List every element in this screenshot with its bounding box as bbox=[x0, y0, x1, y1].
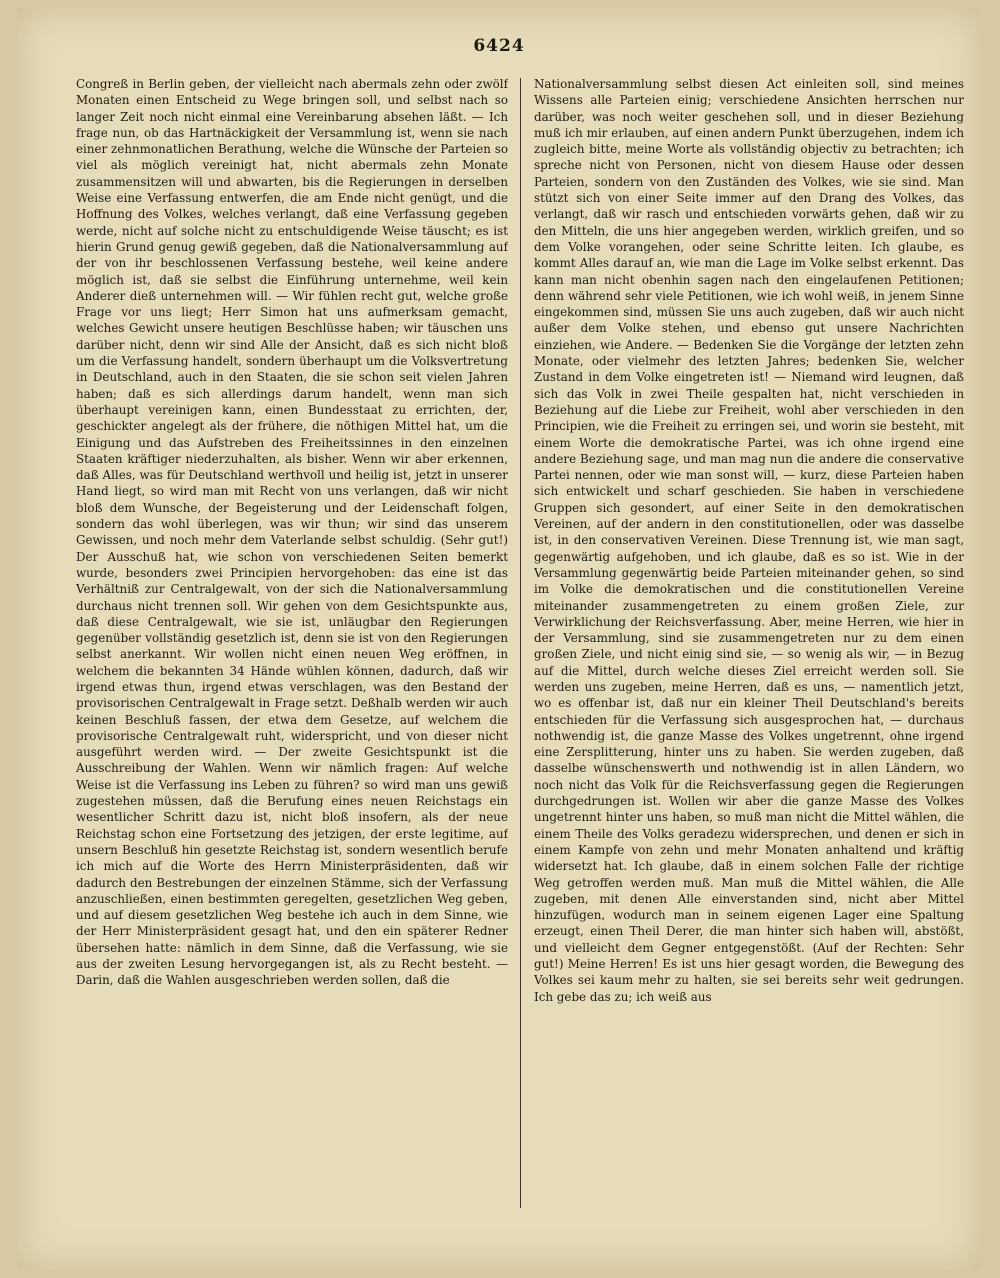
left-column-text: Congreß in Berlin geben, der vielleicht nach abermals zehn oder zwölf Monaten einen Entscheid zu Wege bringen soll, und selbst nach so langer Zeit noch nicht einmal eine Vereinbarung absehen läßt. — Ich frage nun, ob das Hartnäckigkeit der Versammlung ist, wenn sie nach einer zehnmonatlichen Berathung, welche die Wünsche der Parteien so viel als möglich vereinigt hat, nicht abermals zehn Monate zusammensitzen will und abwarten, bis die Regierungen in derselben Weise eine Verfassung entwerfen, die am Ende nicht genügt, und die Hoffnung des Volkes, welches verlangt, daß eine Verfassung gegeben werde, nicht auf solche nicht zu entschuldigende Weise täuscht; es ist hierin Grund genug gewiß gegeben, daß die Nationalversammlung auf der von ihr beschlossenen Verfassung bestehe, weil keine andere möglich ist, daß sie selbst die Einführung unternehme, weil kein Anderer dieß unternehmen will. — Wir fühlen recht gut, welche große Frage vor uns liegt; Herr Simon hat uns aufmerksam gemacht, welches Gewicht unsere heutigen Beschlüsse haben; wir täuschen uns darüber nicht, denn wir sind Alle der Ansicht, daß es sich nicht bloß um die Verfassung handelt, sondern überhaupt um die Volksvertretung in Deutschland, auch in den Staaten, die sie schon seit vielen Jahren haben; daß es sich allerdings darum handelt, wenn man sich überhaupt vereinigen kann, einen Bundesstaat zu errichten, der, geschickter angelegt als der frühere, die nöthigen Mittel hat, um die Einigung und das Aufstreben des Freiheitssinnes in den einzelnen Staaten kräftiger niederzuhalten, als bisher. Wenn wir aber erkennen, daß Alles, was für Deutschland werthvoll und heilig ist, jetzt in unserer Hand liegt, so wird man mit Recht von uns verlangen, daß wir nicht bloß dem Wunsche, der Begeisterung und der Leidenschaft folgen, sondern das wohl überlegen, was wir thun; wir sind das unserem Gewissen, und noch mehr dem Vaterlande selbst schuldig. (Sehr gut!) Der Ausschuß hat, wie schon von verschiedenen Seiten bemerkt wurde, besonders zwei Principien hervorgehoben: das eine ist das Verhältniß zur Centralgewalt, von der sich die Nationalversammlung durchaus nicht trennen soll. Wir gehen von dem Gesichtspunkte aus, daß diese Centralgewalt, wie sie ist, unläugbar den Regierungen gegenüber vollständig gesetzlich ist, denn sie ist von den Regierungen selbst anerkannt. Wir wollen nicht einen neuen Weg eröffnen, in welchem die bekannten 34 Hände wühlen können, dadurch, daß wir irgend etwas thun, irgend etwas verschlagen, was den Bestand der provisorischen Centralgewalt in Frage setzt. Deßhalb werden wir auch keinen Beschluß fassen, der etwa dem Gesetze, auf welchem die provisorische Centralgewalt ruht, widerspricht, und von dieser nicht ausgeführt werden wird. — Der zweite Gesichtspunkt ist die Ausschreibung der Wahlen. Wenn wir nämlich fragen: Auf welche Weise ist die Verfassung ins Leben zu führen? so wird man uns gewiß zugestehen müssen, daß die Berufung eines neuen Reichstags ein wesentlicher Schritt dazu ist, nicht bloß insofern, als der neue Reichstag schon eine Fortsetzung des jetzigen, der erste legitime, auf unsern Beschluß hin gesetzte Reichstag ist, sondern wesentlich berufe ich mich auf die Worte des Herrn Ministerpräsidenten, daß wir dadurch den Bestrebungen der einzelnen Stämme, sich der Verfassung anzuschließen, einen bestimmten geregelten, gesetzlichen Weg geben, und auf diesem gesetzlichen Weg bestehe ich auch in dem Sinne, wie der Herr Ministerpräsident gesagt hat, und den ein späterer Redner übersehen hatte: nämlich in dem Sinne, daß die Verfassung, wie sie aus der zweiten Lesung hervorgegangen ist, als zu Recht besteht. — Darin, daß die Wahlen ausgeschrieben werden sollen, daß die bbox=[76, 77, 508, 988]
right-column-text: Nationalversammlung selbst diesen Act einleiten soll, sind meines Wissens alle Parteien einig; verschiedene Ansichten herrschen nur darüber, was noch weiter geschehen soll, und in dieser Beziehung muß ich mir erlauben, auf einen andern Punkt überzugehen, indem ich zugleich bitte, meine Worte als vollständig objectiv zu betrachten; ich spreche nicht von Personen, nicht von diesem Hause oder dessen Parteien, sondern von den Zuständen des Volkes, wie sie sind. Man stützt sich von einer Seite immer auf den Drang des Volkes, das verlangt, daß wir rasch und entschieden vorwärts gehen, daß wir zu den Mitteln, die uns hier angegeben werden, wirklich greifen, und so dem Volke vorangehen, oder seine Schritte leiten. Ich glaube, es kommt Alles darauf an, wie man die Lage im Volke selbst erkennt. Das kann man nicht obenhin sagen nach den eingelaufenen Petitionen; denn während sehr viele Petitionen, wie ich wohl weiß, in jenem Sinne eingekommen sind, müssen Sie uns auch zugeben, daß wir auch nicht außer dem Volke stehen, und ebenso gut unsere Nachrichten einziehen, wie Andere. — Bedenken Sie die Vorgänge der letzten zehn Monate, oder vielmehr des letzten Jahres; bedenken Sie, welcher Zustand in dem Volke eingetreten ist! — Niemand wird leugnen, daß sich das Volk in zwei Theile gespalten hat, nicht verschieden in Beziehung auf die Liebe zur Freiheit, wohl aber verschieden in den Principien, wie die Freiheit zu erringen sei, und worin sie besteht, mit einem Worte die demokratische Partei, was ich ohne irgend eine andere Beziehung sage, und man mag nun die andere die conservative Partei nennen, oder wie man sonst will, — kurz, diese Parteien haben sich entwickelt und scharf geschieden. Sie haben in verschiedene Gruppen sich gesondert, auf einer Seite in den demokratischen Vereinen, auf der andern in den constitutionellen, oder was dasselbe ist, in den conservativen Vereinen. Diese Trennung ist, wie man sagt, gegenwärtig aufgehoben, und ich glaube, daß es so ist. Wie in der Versammlung gegenwärtig beide Parteien miteinander gehen, so sind im Volke die demokratischen und die constitutionellen Vereine miteinander zusammengetreten zu einem großen Ziele, zur Verwirklichung der Reichsverfassung. Aber, meine Herren, wie hier in der Versammlung, sind sie zusammengetreten nur zu dem einen großen Ziele, und nicht einig sind sie, — so wenig als wir, — in Bezug auf die Mittel, durch welche dieses Ziel erreicht werden soll. Sie werden uns zugeben, meine Herren, daß es uns, — namentlich jetzt, wo es offenbar ist, daß nur ein kleiner Theil Deutschland's bereits entschieden für die Verfassung sich ausgesprochen hat, — durchaus nothwendig ist, die ganze Masse des Volkes ungetrennt, ohne irgend eine Zersplitterung, hinter uns zu haben. Sie werden zugeben, daß dasselbe wünschenswerth und nothwendig ist in allen Ländern, wo noch nicht das Volk für die Reichsverfassung gegen die Regierungen durchgedrungen ist. Wollen wir aber die ganze Masse des Volkes ungetrennt hinter uns haben, so muß man nicht die Mittel wählen, die einem Theile des Volks geradezu widersprechen, und denen er sich in einem Kampfe von zehn und mehr Monaten anhaltend und kräftig widersetzt hat. Ich glaube, daß in einem solchen Falle der richtige Weg getroffen werden muß. Man muß die Mittel wählen, die Alle zugeben, mit denen Alle einverstanden sind, nicht aber Mittel hinzufügen, wodurch man in seinem eigenen Lager eine Spaltung erzeugt, einen Theil Derer, die man hinter sich haben will, abstößt, und vielleicht dem Gegner entgegenstößt. (Auf der Rechten: Sehr gut!) Meine Herren! Es ist uns hier gesagt worden, die Bewegung des Volkes sei kaum mehr zu halten, sie sei bereits sehr weit gedrungen. Ich gebe das zu; ich weiß aus bbox=[534, 77, 964, 1004]
page-number: 6424 bbox=[473, 36, 525, 56]
left-column bbox=[76, 76, 508, 1216]
newspaper-page bbox=[18, 8, 980, 1270]
column-divider bbox=[520, 78, 521, 1208]
right-column bbox=[534, 76, 964, 1216]
